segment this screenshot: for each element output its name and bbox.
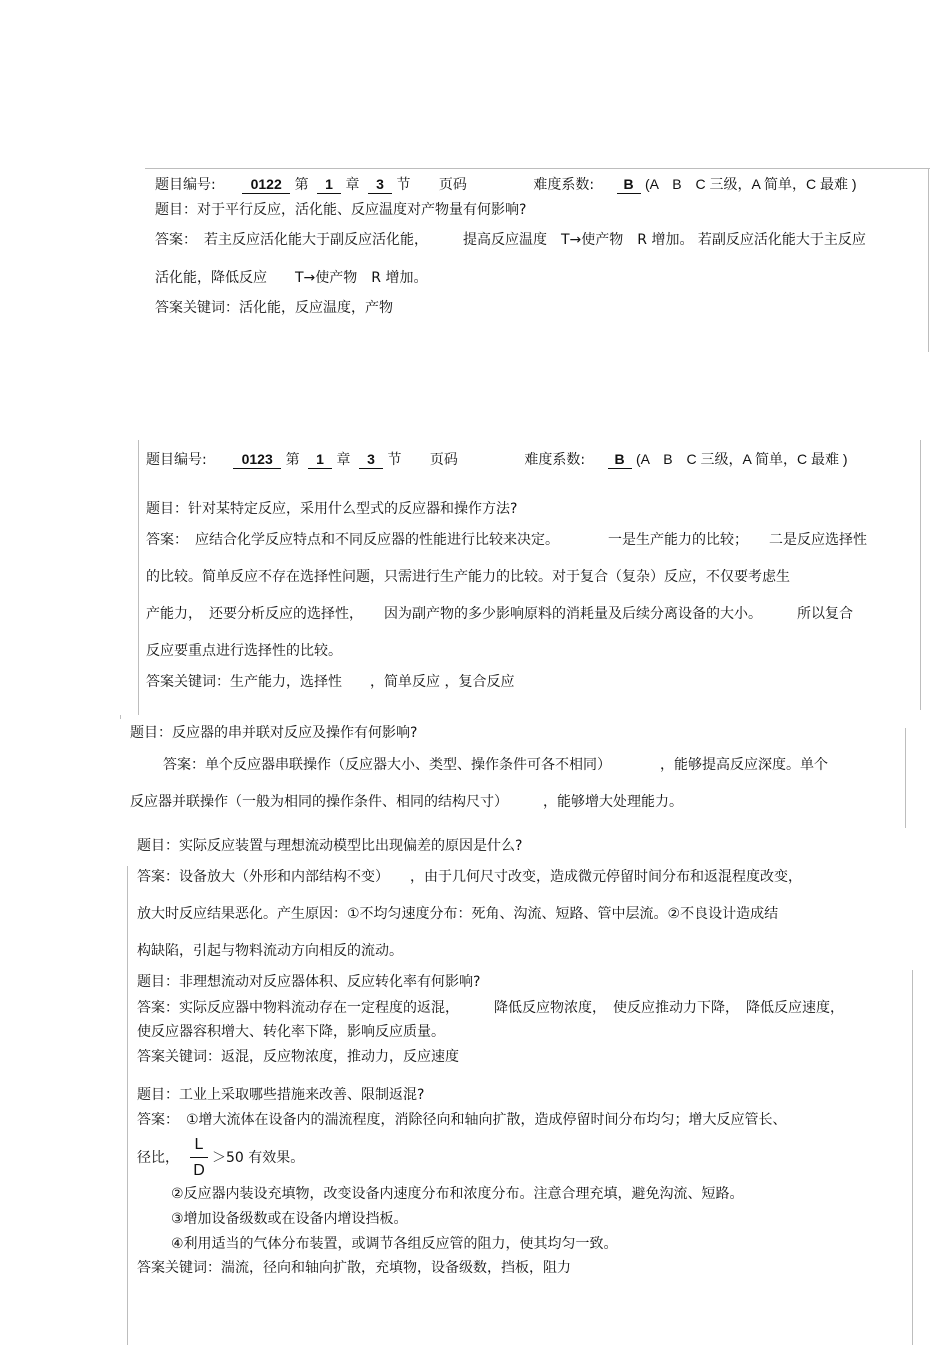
q6-answer-line-3: ③增加设备级数或在设备内增设挡板。: [171, 1211, 408, 1227]
q4-answer-line-3: 构缺陷，引起与物料流动方向相反的流动。: [137, 943, 403, 959]
q6-keywords: 答案关键词：湍流，径向和轴向扩散，充填物，设备级数，挡板，阻力: [137, 1260, 571, 1276]
card-2-right-border: [920, 440, 921, 710]
q2-section: 3: [359, 450, 383, 469]
card-3-right-border: [905, 728, 906, 828]
q6-answer-line-4: ④利用适当的气体分布装置，或调节各组反应管的阻力，使其均匀一致。: [171, 1236, 618, 1252]
q2-jie: 节: [387, 452, 402, 468]
q2-question: 题目：针对某特定反应，采用什么型式的反应器和操作方法?: [146, 501, 518, 517]
card-1-right-border: [928, 168, 929, 352]
card-4-left-border: [127, 866, 128, 1345]
q2-answer-line-4: 反应要重点进行选择性的比较。: [146, 643, 342, 659]
q2-difficulty-label: 难度系数:: [524, 452, 586, 468]
q4-answer-line-1: 答案：设备放大（外形和内部结构不变） ，由于几何尺寸改变，造成微元停留时间分布和返混程度改变，: [137, 869, 802, 885]
q2-id-label: 题目编号:: [146, 452, 207, 468]
q2-header: [146, 450, 848, 469]
q1-chapter: 1: [317, 175, 341, 194]
card-2-left-border: [138, 440, 139, 715]
q2-answer-line-3: 产能力， 还要分析反应的选择性， 因为副产物的多少影响原料的消耗量及后续分离设备的大小。 所以复合: [146, 606, 853, 622]
q2-difficulty: B: [608, 450, 632, 469]
q4-answer-line-2: 放大时反应结果恶化。产生原因：①不均匀速度分布：死角、沟流、短路、管中层流。②不良设计造成结: [137, 906, 779, 922]
q1-answer-line-1: 答案： 若主反应活化能大于副反应活化能， 提高反应温度 T→使产物 R 增加。 若副反应活化能大于主反应: [155, 232, 866, 248]
q2-answer-line-1: 答案： 应结合化学反应特点和不同反应器的性能进行比较来决定。 一是生产能力的比较； 二是反应选择性: [146, 532, 867, 548]
q1-keywords: 答案关键词：活化能，反应温度，产物: [155, 300, 393, 316]
q5-answer-line-1: 答案：实际反应器中物料流动存在一定程度的返混， 降低反应物浓度， 使反应推动力下降， 降低反应速度，: [137, 1000, 844, 1016]
q2-id: 0123: [233, 450, 281, 469]
q2-zhang: 章: [336, 452, 351, 468]
q6-fraction-numerator: L: [194, 1136, 204, 1153]
card-4-right-border: [912, 970, 913, 1345]
q1-header: [155, 175, 857, 194]
q5-question: 题目：非理想流动对反应器体积、反应转化率有何影响?: [137, 974, 481, 990]
q5-keywords: 答案关键词：返混，反应物浓度，推动力，反应速度: [137, 1049, 459, 1065]
q3-answer-line-1: 答案：单个反应器串联操作（反应器大小、类型、操作条件可各不相同） ，能够提高反应深度。单个: [163, 757, 828, 773]
q2-keywords: 答案关键词：生产能力，选择性 ，简单反应 ，复合反应: [146, 674, 515, 690]
q5-answer-line-2: 使反应器容积增大、转化率下降，影响反应质量。: [137, 1024, 445, 1040]
q2-answer-line-2: 的比较。简单反应不存在选择性问题，只需进行生产能力的比较。对于复合（复杂）反应，不仅要考虑生: [146, 569, 790, 585]
q3-answer-line-2: 反应器并联操作（一般为相同的操作条件、相同的结构尺寸） ，能够增大处理能力。: [130, 794, 683, 810]
q6-answer-line-1: 答案： ①增大流体在设备内的湍流程度，消除径向和轴向扩散，造成停留时间分布均匀；增大反应管长、: [137, 1112, 787, 1128]
q1-question: 题目：对于平行反应，活化能、反应温度对产物量有何影响?: [155, 202, 527, 218]
q6-ratio-suffix: ＞50 有效果。: [212, 1150, 305, 1166]
q3-question: 题目：反应器的串并联对反应及操作有何影响?: [130, 725, 418, 741]
q6-question: 题目：工业上采取哪些措施来改善、限制返混?: [137, 1087, 425, 1103]
q1-id: 0122: [242, 175, 290, 194]
q1-answer-line-2: 活化能，降低反应 T→使产物 R 增加。: [155, 270, 428, 286]
q6-answer-line-2: ②反应器内装设充填物，改变设备内速度分布和浓度分布。注意合理充填，避免沟流、短路。: [171, 1186, 744, 1202]
q4-question: 题目：实际反应装置与理想流动模型比出现偏差的原因是什么?: [137, 838, 523, 854]
q1-difficulty: B: [617, 175, 641, 194]
q1-id-label: 题目编号:: [155, 177, 216, 193]
q2-page-label: 页码: [429, 452, 458, 468]
q6-fraction-bar: [190, 1157, 208, 1158]
q1-section: 3: [368, 175, 392, 194]
q6-fraction-denominator: D: [193, 1162, 205, 1179]
q1-difficulty-label: 难度系数:: [533, 177, 595, 193]
q6-ratio-prefix: 径比，: [137, 1150, 179, 1166]
q2-di: 第: [285, 452, 300, 468]
q1-zhang: 章: [345, 177, 360, 193]
card-3-left-border: [120, 715, 121, 719]
q1-page-label: 页码: [438, 177, 467, 193]
q2-chapter: 1: [308, 450, 332, 469]
q1-di: 第: [294, 177, 309, 193]
q2-difficulty-note: (A B C 三级，A 简单，C 最难 ): [635, 451, 848, 467]
q1-jie: 节: [396, 177, 411, 193]
card-1-top-border: [145, 168, 930, 169]
q1-difficulty-note: (A B C 三级，A 简单，C 最难 ): [644, 176, 857, 192]
